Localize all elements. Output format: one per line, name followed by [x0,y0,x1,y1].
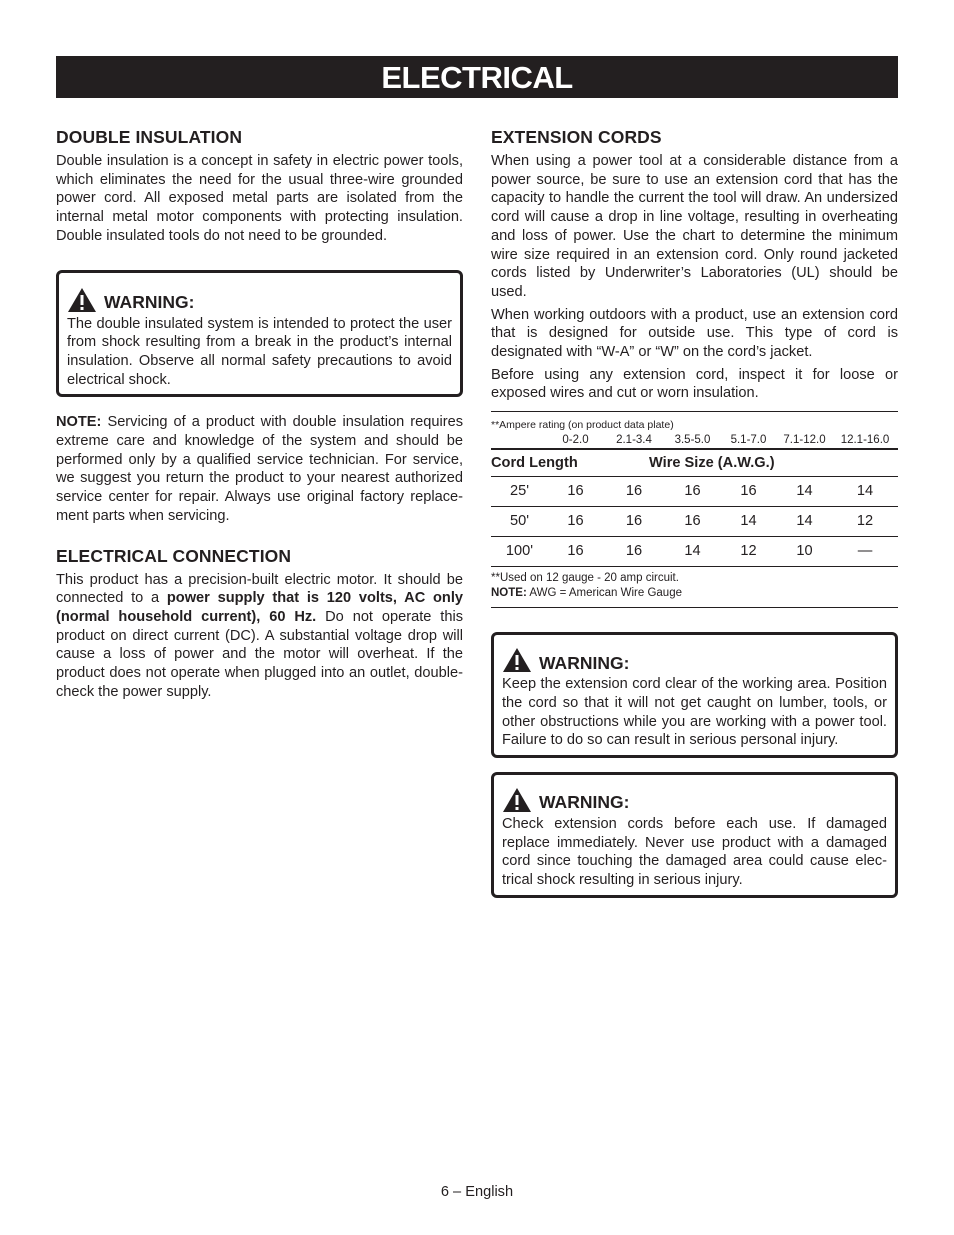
extension-cords-heading: EXTENSION CORDS [491,127,662,147]
connection-text-b: Do not operate this product on direct current (DC). A substantial voltage drop will cause a loss of power and the motor will overheat. If the product does not operate when plugged into an outlet, double-check the power supply. [56,608,464,700]
page-title: ELECTRICAL [56,56,898,98]
table-row [491,477,898,507]
warning-check-cords-body: Check extension cords before each use. If damaged replace immediately. Never use product with a damaged cord since touching the damaged area could cause electrical shock resulting in serious injury. [502,815,887,889]
ampere-range: 5.1-7.0 [730,434,767,447]
cord-length-cell: 50' [509,513,530,530]
warning-box-cord-clear [491,632,898,758]
wire-size-cell: 14 [796,513,813,530]
connection-text-bold: power supply that is 120 volts, AC only (normal household current), 60 Hz. [56,590,463,625]
wire-size-header: Wire Size (A.W.G.) [649,455,775,472]
wire-size-cell: 16 [567,483,584,500]
extension-cords-para-3: Before using any extension cord, inspect it for loose or exposed wires and cut or worn insulation. [491,366,898,402]
service-note [56,413,463,525]
wire-size-cell: 12 [856,513,874,530]
warning-label: WARNING: [539,652,630,673]
warning-insulation-body: The double insulated system is intended to protect the user from shock resulting from a break in the product’s internal insulation. Observe all normal safety precautions to avoid electrical shock. [67,315,452,388]
ampere-range: 12.1-16.0 [840,434,890,447]
table-row [491,537,898,567]
cord-length-cell: 100' [505,543,534,560]
table-header [491,448,898,477]
warning-triangle-icon [502,787,532,813]
warning-triangle-icon [502,647,532,673]
ampere-ranges-row [491,432,898,448]
wire-size-cell: 16 [625,543,643,560]
electrical-connection-heading: ELECTRICAL CONNECTION [56,545,292,566]
table-notes [491,567,898,607]
warning-cord-clear-body: Keep the extension cord clear of the working area. Position the cord so that it will not get caught on lumber, tools, or other obstructions while you are working with a power tool. Failure to do so can result in serious personal injury. [502,676,887,749]
warning-label: WARNING: [539,792,630,813]
warning-box-insulation [56,270,463,398]
wire-size-cell: 16 [684,483,701,500]
page-footer: 6 – English [440,1184,514,1200]
wire-size-cell: 10 [796,543,813,560]
warning-header [67,287,452,313]
warning-label: WARNING: [104,292,195,313]
wire-size-table [491,411,898,608]
wire-size-cell: 16 [684,513,701,530]
table-footnote: **Used on 12 gauge - 20 amp circuit. [491,572,679,585]
note-label: NOTE: [56,414,102,431]
wire-size-cell: 12 [740,543,757,560]
ampere-range: 0-2.0 [562,434,589,447]
note-body: Servicing of a product with double insulation requires extreme care and knowledge of the system and should be performed only by a qualified service technician. For service, we suggest you return the product to your nearest authorized service center for repair. Always use original factory replacement parts when servicing. [56,414,463,524]
wire-size-cell: 14 [796,483,813,500]
extension-cords-para-2: When working outdoors with a product, use an extension cord that is designed for outside use. This type of cord is designated with “W-A” or “W” on the cord’s jacket. [491,306,898,361]
wire-size-cell: 14 [856,483,874,500]
warning-box-check-cords [491,772,898,898]
cord-length-header: Cord Length [491,455,578,472]
wire-size-cell: 14 [740,513,757,530]
awg-note-label: NOTE: [491,587,527,600]
double-insulation-heading: DOUBLE INSULATION [56,127,243,147]
wire-size-cell: 14 [684,543,701,560]
table-row [491,507,898,537]
wire-size-cell: 16 [625,483,643,500]
ampere-rating-note: **Ampere rating (on product data plate) [491,419,674,432]
ampere-range: 7.1-12.0 [783,434,826,447]
wire-size-cell: 16 [625,513,643,530]
warning-header [502,647,887,673]
ampere-range: 3.5-5.0 [674,434,711,447]
double-insulation-body: Double insulation is a concept in safety in electric power tools, which eliminates the need for the usual three-wire grounded power cord. All exposed metal parts are isolated from the internal metal motor components with protecting insulation. Double insulated tools do not need to be grounded. [56,153,463,244]
warning-header [502,787,887,813]
wire-size-cell: 16 [740,483,757,500]
awg-note [491,586,898,601]
wire-size-cell: — [857,543,873,560]
electrical-connection-body [56,571,463,702]
awg-note-text: AWG = American Wire Gauge [526,587,682,600]
wire-size-cell: 16 [567,513,584,530]
right-column [491,126,898,898]
warning-triangle-icon [67,287,97,313]
extension-cords-para-1: When using a power tool at a considerable distance from a power source, be sure to use an extension cord that has the capacity to handle the current the tool will draw. An undersized cord will cause a drop in line voltage, resulting in overheating and loss of power. Use the chart to determine the minimum wire size required in an extension cord. Only round jacketed cords listed by Underwriter’s Laboratories (UL) should be used. [491,153,898,300]
ampere-range: 2.1-3.4 [616,434,652,447]
cord-length-cell: 25' [509,483,530,500]
wire-size-cell: 16 [567,543,584,560]
connection-text-a: This product has a precision-built electric motor. It should be connected to a [56,571,463,607]
left-column [56,126,463,701]
